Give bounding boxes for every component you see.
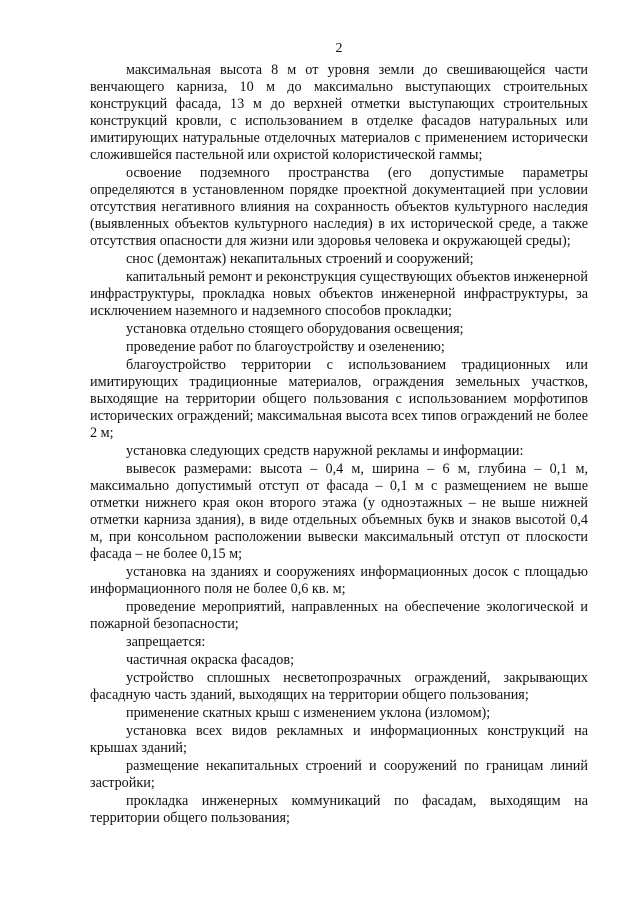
paragraph: проведение мероприятий, направленных на обеспечение экологической и пожарной безопасности; xyxy=(90,599,588,632)
paragraph: устройство сплошных несветопрозрачных ограждений, закрывающих фасадную часть зданий, выходящих на территории общего пользования; xyxy=(90,670,588,703)
paragraph: благоустройство территории с использованием традиционных или имитирующих традиционные материалов, ограждения земельных участков, выходящие на территории общего пользования с использованием морфотипов исторических ограждений; максимальная высота всех типов ограждений не более 2 м; xyxy=(90,357,588,441)
paragraph: прокладка инженерных коммуникаций по фасадам, выходящим на территории общего пользования; xyxy=(90,793,588,826)
paragraph: применение скатных крыш с изменением уклона (изломом); xyxy=(126,705,491,721)
paragraph: частичная окраска фасадов; xyxy=(126,652,295,668)
paragraph: запрещается: xyxy=(126,634,206,650)
paragraph: установка на зданиях и сооружениях информационных досок с площадью информационного поля не более 0,6 кв. м; xyxy=(90,564,588,597)
paragraph: освоение подземного пространства (его допустимые параметры определяются в установленном порядке проектной документацией при условии отсутствия негативного влияния на сохранность объектов культурного наследия (выявленных объектов культурного наследия) в их исторической среде, а также отсутствия опасности для жизни или здоровья человека и окружающей среды); xyxy=(90,165,588,249)
page-number: 2 xyxy=(335,41,343,56)
paragraph: максимальная высота 8 м от уровня земли до свешивающейся части венчающего карниза, 10 м до максимально выступающих строительных конструкций фасада, 13 м до верхней отметки выступающих строительных конструкций кровли, с использованием в отделке фасадов натуральных или имитирующих натуральные отделочных материалов с применением исторически сложившейся пастельной или охристой колористической гаммы; xyxy=(90,62,588,163)
paragraph: капитальный ремонт и реконструкция существующих объектов инженерной инфраструктуры, прокладка новых объектов инженерной инфраструктуры, за исключением наземного и надземного способов прокладки; xyxy=(90,269,588,319)
paragraph: установка всех видов рекламных и информационных конструкций на крышах зданий; xyxy=(90,723,588,756)
paragraph: размещение некапитальных строений и сооружений по границам линий застройки; xyxy=(90,758,588,791)
paragraph: установка следующих средств наружной рекламы и информации: xyxy=(126,443,524,459)
document-body xyxy=(90,62,588,828)
paragraph: установка отдельно стоящего оборудования освещения; xyxy=(126,321,464,337)
paragraph: снос (демонтаж) некапитальных строений и сооружений; xyxy=(126,251,474,267)
paragraph: проведение работ по благоустройству и озеленению; xyxy=(126,339,445,355)
paragraph: вывесок размерами: высота – 0,4 м, ширина – 6 м, глубина – 0,1 м, максимально допустимый отступ от фасада – 0,1 м с размещением не выше отметки нижнего края окон второго этажа (у одноэтажных – не выше нижней отметки карниза здания), в виде отдельных объемных букв и знаков высотой 0,4 м, при консольном расположении вывески максимальный отступ от плоскости фасада – не более 0,15 м; xyxy=(90,461,588,562)
